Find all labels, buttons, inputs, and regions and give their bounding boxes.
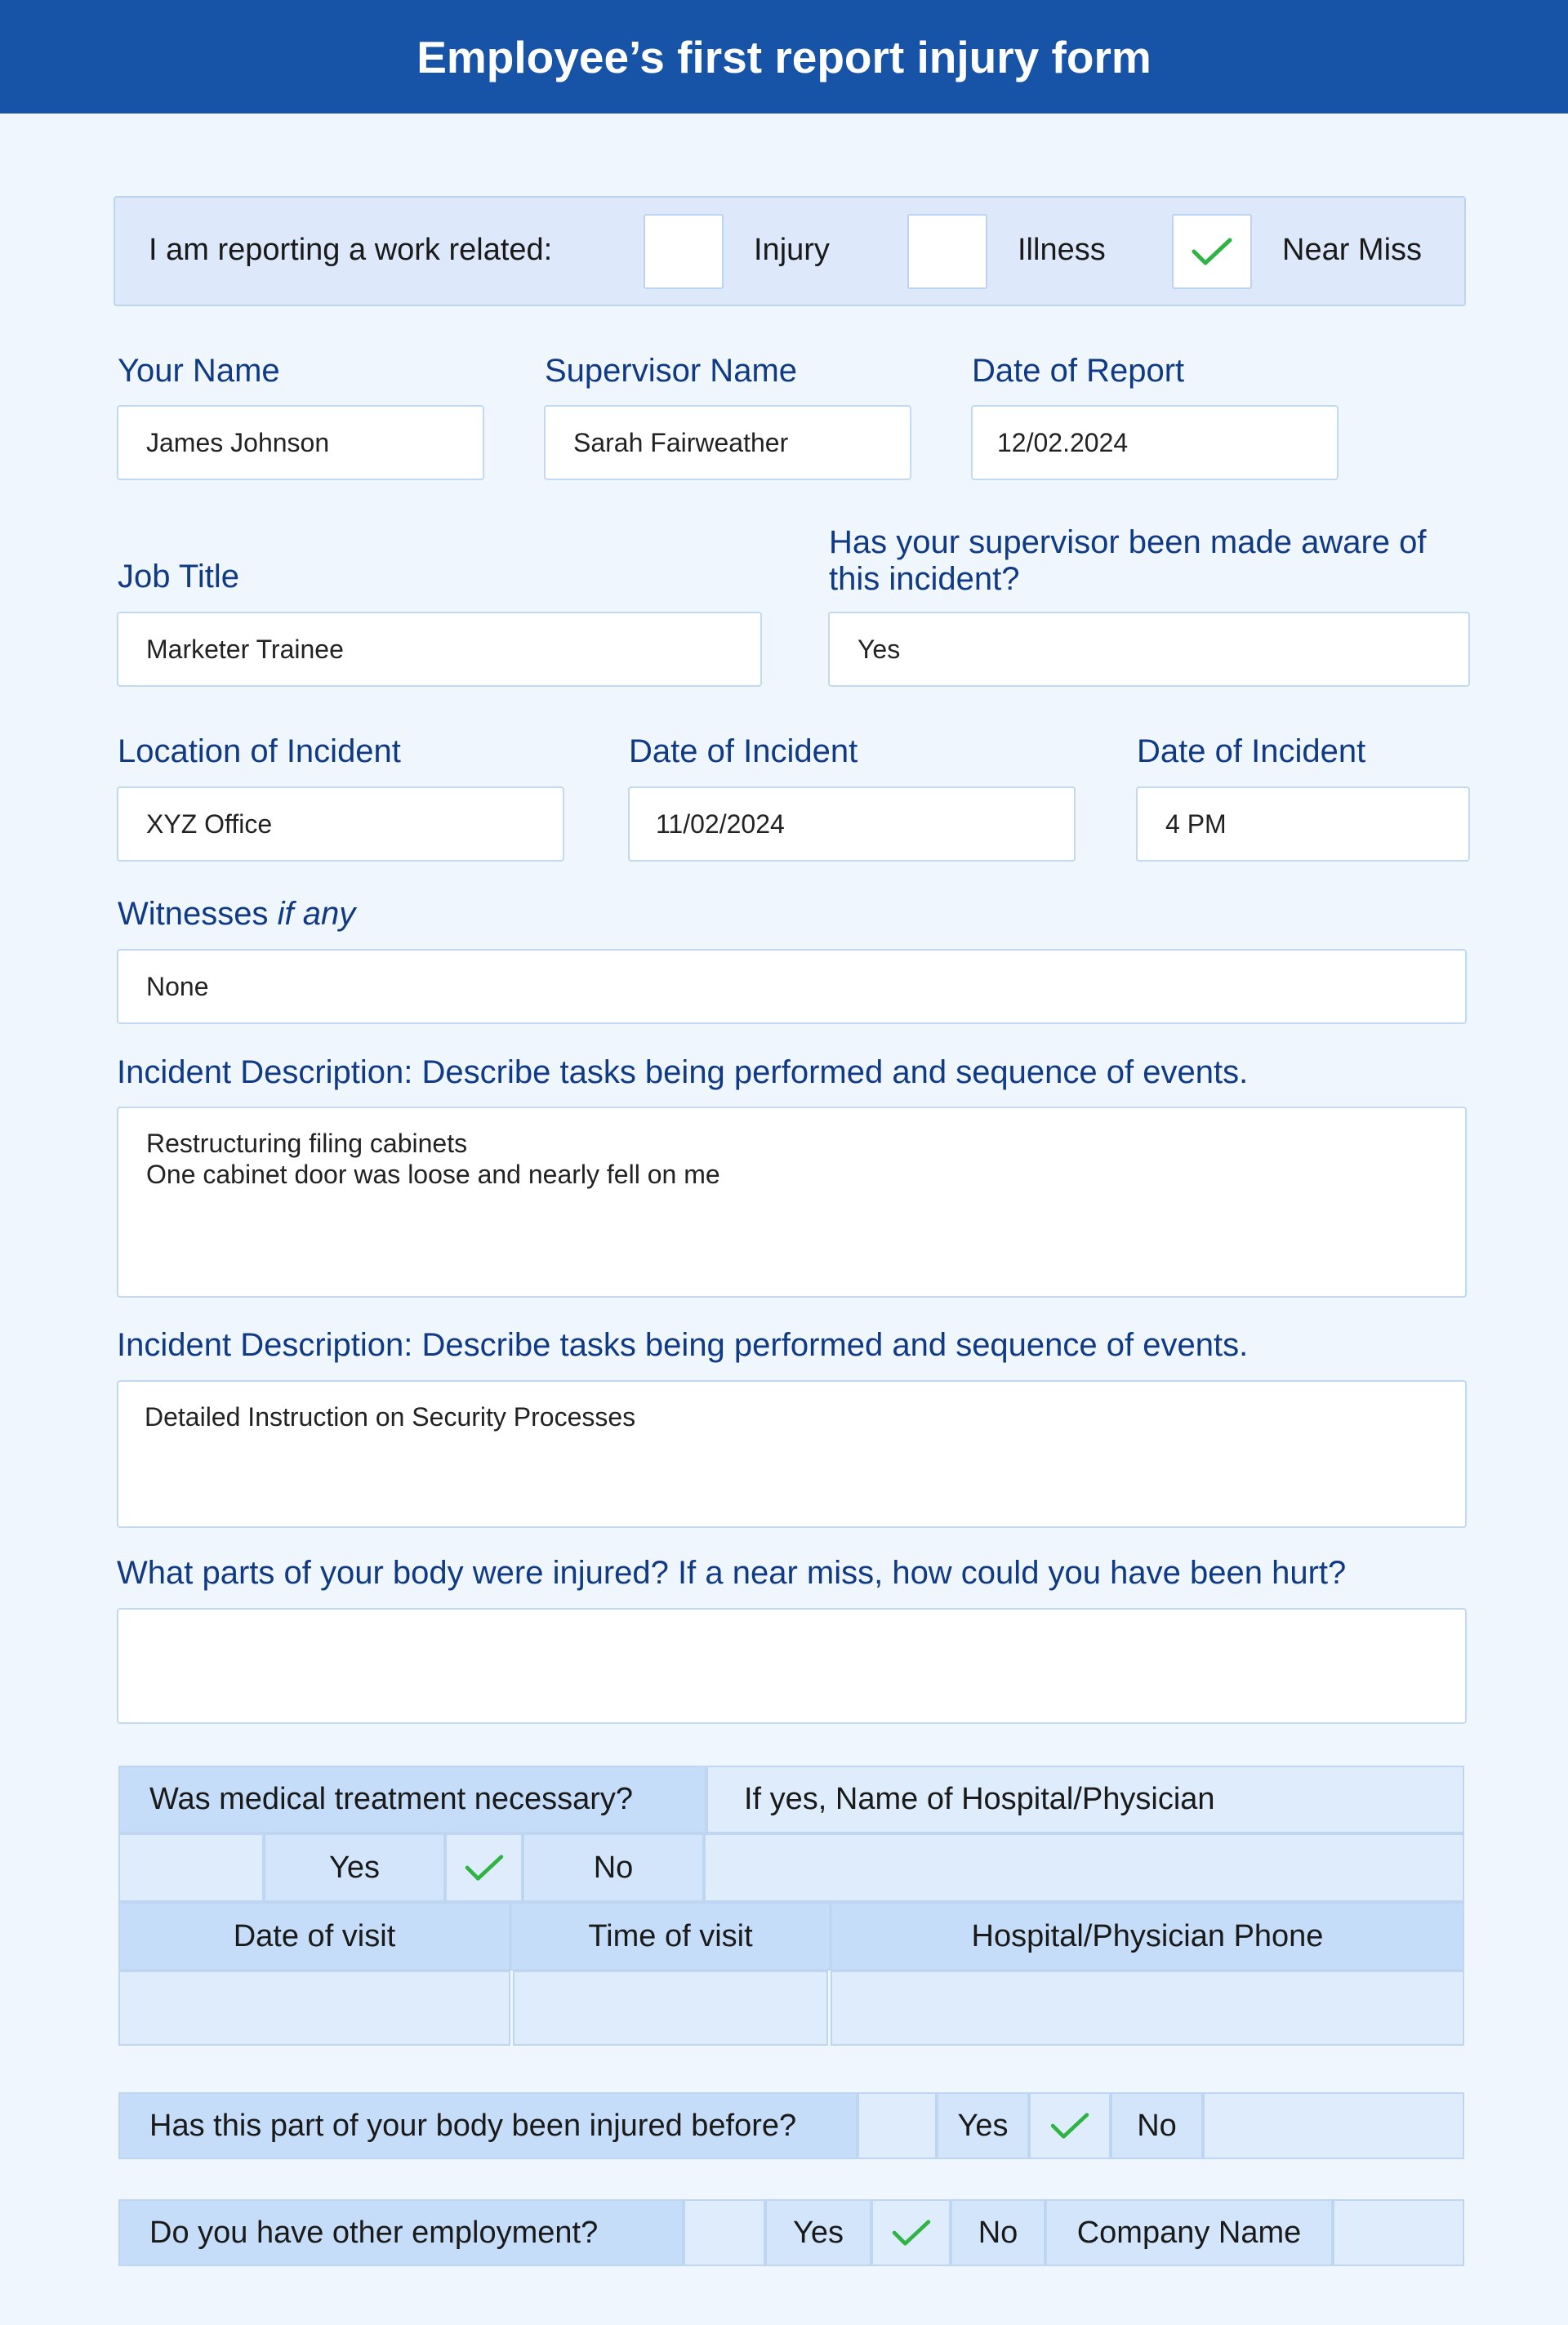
witnesses-label: Witnesses if any bbox=[118, 896, 356, 932]
your-name-field[interactable]: James Johnson bbox=[117, 405, 484, 480]
date-of-incident-label: Date of Incident bbox=[629, 733, 858, 769]
supervisor-name-label: Supervisor Name bbox=[545, 353, 798, 389]
witnesses-field[interactable]: None bbox=[117, 949, 1467, 1024]
incident-description-2-label: Incident Description: Describe tasks being performed and sequence of events. bbox=[117, 1327, 1249, 1363]
form-title: Employee’s first report injury form bbox=[0, 0, 1568, 114]
report-type-bar bbox=[114, 196, 1466, 306]
hospital-label: If yes, Name of Hospital/Physician bbox=[706, 1766, 1464, 1833]
company-name-field[interactable] bbox=[1333, 2199, 1464, 2266]
injured-before-spacer bbox=[858, 2092, 937, 2159]
time-of-incident-label: Date of Incident bbox=[1137, 733, 1366, 769]
company-name-label: Company Name bbox=[1045, 2199, 1333, 2266]
medical-no-option[interactable]: No bbox=[523, 1833, 704, 1902]
injury-checkbox[interactable] bbox=[644, 214, 724, 289]
other-employment-question: Do you have other employment? bbox=[118, 2199, 684, 2266]
illness-checkbox[interactable] bbox=[907, 214, 987, 289]
incident-description-field[interactable]: Restructuring filing cabinets One cabinet door was loose and nearly fell on me bbox=[117, 1107, 1467, 1298]
supervisor-aware-field[interactable]: Yes bbox=[828, 612, 1470, 687]
injured-before-yes-option[interactable]: Yes bbox=[937, 2092, 1029, 2159]
injured-before-question: Has this part of your body been injured before? bbox=[118, 2092, 858, 2159]
location-label: Location of Incident bbox=[118, 733, 401, 769]
hospital-phone-field[interactable] bbox=[831, 1971, 1464, 2046]
date-of-report-label: Date of Report bbox=[972, 353, 1185, 389]
other-employment-yes-check[interactable] bbox=[871, 2199, 951, 2266]
checkmark-icon bbox=[1191, 235, 1233, 268]
injury-label: Injury bbox=[754, 233, 830, 267]
other-employment-no-option[interactable]: No bbox=[951, 2199, 1045, 2266]
incident-description-2-field[interactable]: Detailed Instruction on Security Processes bbox=[117, 1380, 1467, 1528]
report-type-prompt: I am reporting a work related: bbox=[149, 233, 553, 267]
date-of-visit-header: Date of visit bbox=[118, 1902, 510, 1971]
date-of-report-field[interactable]: 12/02.2024 bbox=[971, 405, 1339, 480]
job-title-label: Job Title bbox=[118, 559, 239, 595]
other-employment-spacer bbox=[684, 2199, 765, 2266]
witnesses-label-italic: if any bbox=[277, 896, 356, 932]
time-of-incident-field[interactable]: 4 PM bbox=[1136, 786, 1470, 862]
medical-spacer bbox=[118, 1833, 264, 1902]
medical-yes-check[interactable] bbox=[445, 1833, 523, 1902]
illness-label: Illness bbox=[1018, 233, 1106, 267]
location-field[interactable]: XYZ Office bbox=[117, 786, 564, 862]
hospital-phone-header: Hospital/Physician Phone bbox=[831, 1902, 1464, 1971]
body-parts-field[interactable] bbox=[117, 1608, 1467, 1724]
your-name-label: Your Name bbox=[118, 353, 280, 389]
checkmark-icon bbox=[464, 1852, 505, 1883]
date-of-visit-field[interactable] bbox=[118, 1971, 510, 2046]
hospital-name-field[interactable] bbox=[704, 1833, 1464, 1902]
other-employment-yes-option[interactable]: Yes bbox=[765, 2199, 871, 2266]
incident-description-label: Incident Description: Describe tasks being performed and sequence of events. bbox=[117, 1054, 1249, 1090]
injured-before-no-option[interactable]: No bbox=[1111, 2092, 1203, 2159]
checkmark-icon bbox=[891, 2217, 932, 2248]
supervisor-aware-label: Has your supervisor been made aware of this incident? bbox=[829, 524, 1427, 597]
medical-question: Was medical treatment necessary? bbox=[118, 1766, 706, 1833]
medical-yes-option[interactable]: Yes bbox=[264, 1833, 445, 1902]
body-parts-label: What parts of your body were injured? If a near miss, how could you have been hurt? bbox=[117, 1555, 1347, 1591]
near-miss-label: Near Miss bbox=[1282, 233, 1423, 267]
checkmark-icon bbox=[1049, 2110, 1090, 2141]
injured-before-no-box[interactable] bbox=[1203, 2092, 1464, 2159]
time-of-visit-header: Time of visit bbox=[510, 1902, 831, 1971]
job-title-field[interactable]: Marketer Trainee bbox=[117, 612, 762, 687]
time-of-visit-field[interactable] bbox=[513, 1971, 828, 2046]
near-miss-checkbox[interactable] bbox=[1172, 214, 1252, 289]
supervisor-name-field[interactable]: Sarah Fairweather bbox=[544, 405, 911, 480]
injured-before-yes-check[interactable] bbox=[1029, 2092, 1111, 2159]
date-of-incident-field[interactable]: 11/02/2024 bbox=[628, 786, 1076, 862]
